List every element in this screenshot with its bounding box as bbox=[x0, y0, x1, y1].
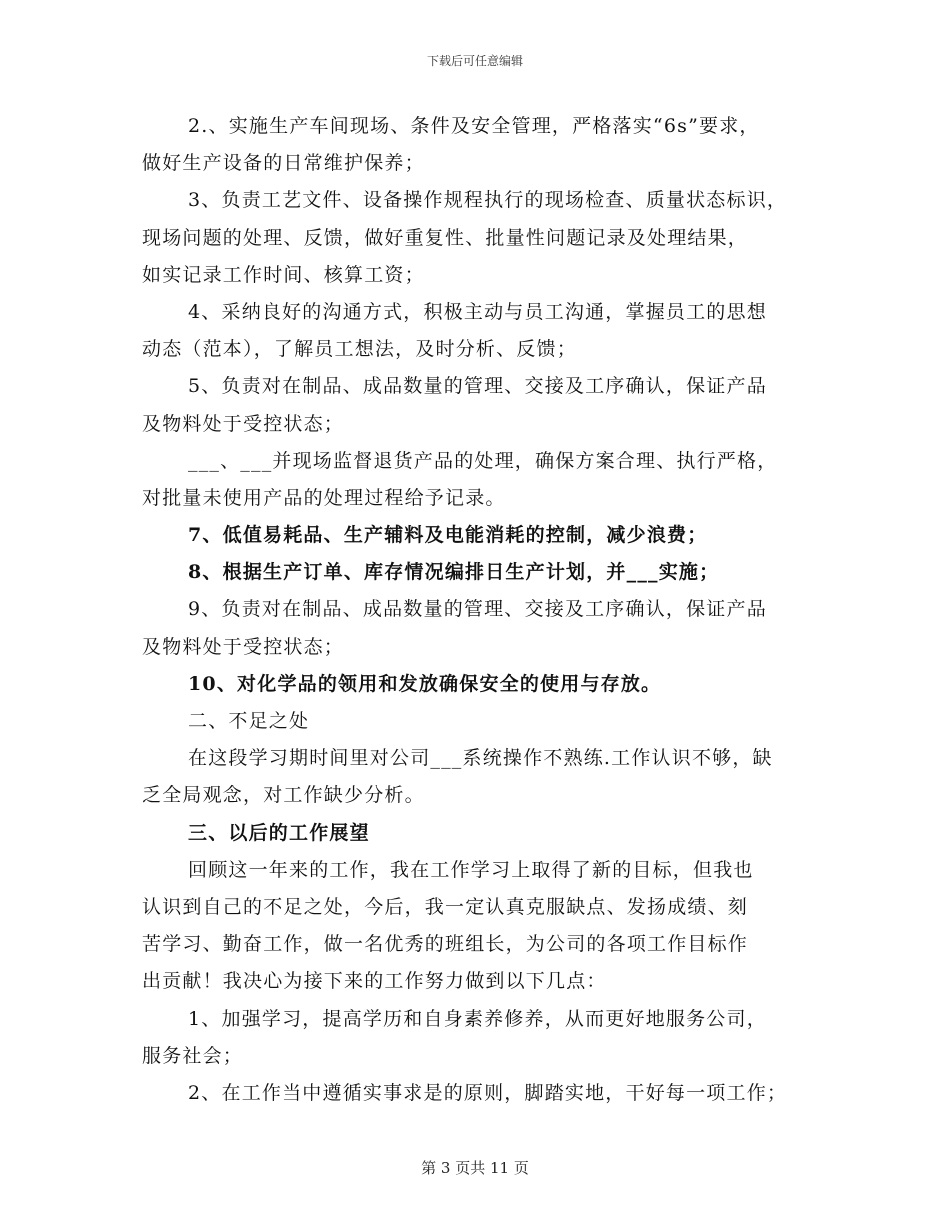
text-line: 2、在工作当中遵循实事求是的原则，脚踏实地，干好每一项工作； bbox=[188, 1081, 788, 1104]
text-line: 二、不足之处 bbox=[188, 710, 310, 732]
text-line: 3、负责工艺文件、设备操作规程执行的现场检查、质量状态标识， bbox=[188, 189, 788, 212]
text-line: 及物料处于受控状态； bbox=[142, 635, 345, 658]
text-line: 及物料处于受控状态； bbox=[142, 412, 345, 435]
text-line: 苦学习、勤奋工作，做一名优秀的班组长，为公司的各项工作目标作 bbox=[142, 933, 749, 956]
text-line: 服务社会； bbox=[142, 1044, 244, 1067]
text-line: 9、负责对在制品、成品数量的管理、交接及工序确认，保证产品 bbox=[188, 598, 767, 621]
page-footer: 第 3 页共 11 页 bbox=[421, 1159, 529, 1177]
text-line: 2.、实施生产车间现场、条件及安全管理，严格落实“6s”要求， bbox=[188, 115, 760, 137]
text-line: 5、负责对在制品、成品数量的管理、交接及工序确认，保证产品 bbox=[188, 375, 767, 398]
text-line: 1、加强学习，提高学历和自身素养修养，从而更好地服务公司， bbox=[188, 1007, 767, 1030]
text-line: 动态（范本），了解员工想法，及时分析、反馈； bbox=[142, 338, 577, 361]
text-line: 8、根据生产订单、库存情况编排日生产计划，并___实施； bbox=[188, 561, 720, 584]
text-line: 做好生产设备的日常维护保养； bbox=[142, 152, 425, 175]
page-header: 下载后可任意编辑 bbox=[426, 54, 523, 68]
text-line: ___、___并现场监督退货产品的处理，确保方案合理、执行严格， bbox=[188, 449, 778, 472]
text-line: 如实记录工作时间、核算工资； bbox=[142, 263, 425, 286]
text-line: 三、以后的工作展望 bbox=[188, 821, 370, 844]
text-line: 乏全局观念，对工作缺少分析。 bbox=[142, 784, 425, 807]
text-line: 现场问题的处理、反馈，做好重复性、批量性问题记录及处理结果， bbox=[142, 226, 749, 249]
text-line: 在这段学习期时间里对公司___系统操作不熟练.工作认识不够，缺 bbox=[188, 747, 773, 770]
text-line: 认识到自己的不足之处，今后，我一定认真克服缺点、发扬成绩、刻 bbox=[142, 895, 749, 918]
text-line: 出贡献！我决心为接下来的工作努力做到以下几点： bbox=[142, 970, 607, 993]
text-line: 对批量未使用产品的处理过程给予记录。 bbox=[142, 486, 506, 509]
document-body bbox=[142, 108, 822, 1112]
text-line: 回顾这一年来的工作，我在工作学习上取得了新的目标，但我也 bbox=[188, 858, 754, 881]
text-line: 10、对化学品的领用和发放确保安全的使用与存放。 bbox=[188, 672, 662, 695]
text-line: 4、采纳良好的沟通方式，积极主动与员工沟通，掌握员工的思想 bbox=[188, 300, 767, 323]
text-line: 7、低值易耗品、生产辅料及电能消耗的控制，减少浪费； bbox=[188, 524, 708, 547]
